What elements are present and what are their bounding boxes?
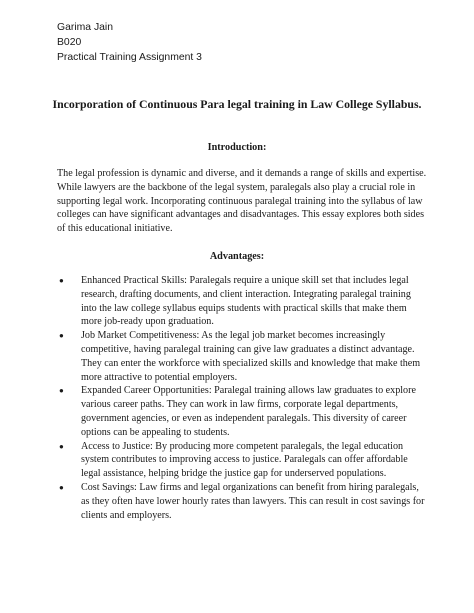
list-item-text: Job Market Competitiveness: As the legal job market becomes increasingly competitive, having paralegal training can give law graduates a distinct advantage. They can enter the workforce with specialized skills and knowledge that make them more attractive to potential employers. (81, 330, 421, 383)
introduction-paragraph: The legal profession is dynamic and diverse, and it demands a range of skills and expertise. While lawyers are the backbone of the legal system, paralegals also play a crucial role in supporting legal work. Incorporating continuous paralegal training into the syllabus of law colleges can have significant advantages and disadvantages. This essay explores both sides of this educational initiative. (57, 168, 427, 235)
assignment-title: Practical Training Assignment 3 (57, 52, 202, 63)
list-item-text: Cost Savings: Law firms and legal organizations can benefit from hiring paralegals, as they often have lower hourly rates than lawyers. This can result in cost savings for clients and employers. (81, 481, 425, 521)
list-item (57, 274, 429, 329)
bullet-icon: ● (59, 386, 64, 396)
student-code: B020 (57, 37, 82, 48)
list-item-text: Expanded Career Opportunities: Paralegal training allows law graduates to explore various career paths. They can work in law firms, corporate legal departments, government agencies, or even as independent paralegals. This diversity of career options can be appealing to students. (81, 385, 416, 438)
bullet-icon: ● (59, 441, 64, 451)
document-title: Incorporation of Continuous Para legal training in Law College Syllabus. (52, 97, 422, 111)
list-item-text: Enhanced Practical Skills: Paralegals require a unique skill set that includes legal research, drafting documents, and client interaction. Integrating paralegal training into the law college syllabus equips students with practical skills that make them more job-ready upon graduation. (81, 275, 411, 328)
bullet-icon: ● (59, 331, 64, 341)
introduction-heading: Introduction: (207, 142, 267, 153)
author-name: Garima Jain (57, 22, 114, 33)
advantages-heading: Advantages: (209, 251, 265, 262)
document-header (57, 20, 202, 65)
list-item (57, 440, 429, 481)
advantages-list (57, 274, 429, 522)
list-item (57, 384, 429, 439)
list-item (57, 329, 429, 384)
bullet-icon: ● (59, 482, 64, 492)
bullet-icon: ● (59, 276, 64, 285)
list-item (57, 481, 429, 522)
list-item-text: Access to Justice: By producing more competent paralegals, the legal education system contributes to improving access to justice. Paralegals can offer affordable legal assistance, helping bridge the justice gap for underserved populations. (81, 440, 408, 480)
